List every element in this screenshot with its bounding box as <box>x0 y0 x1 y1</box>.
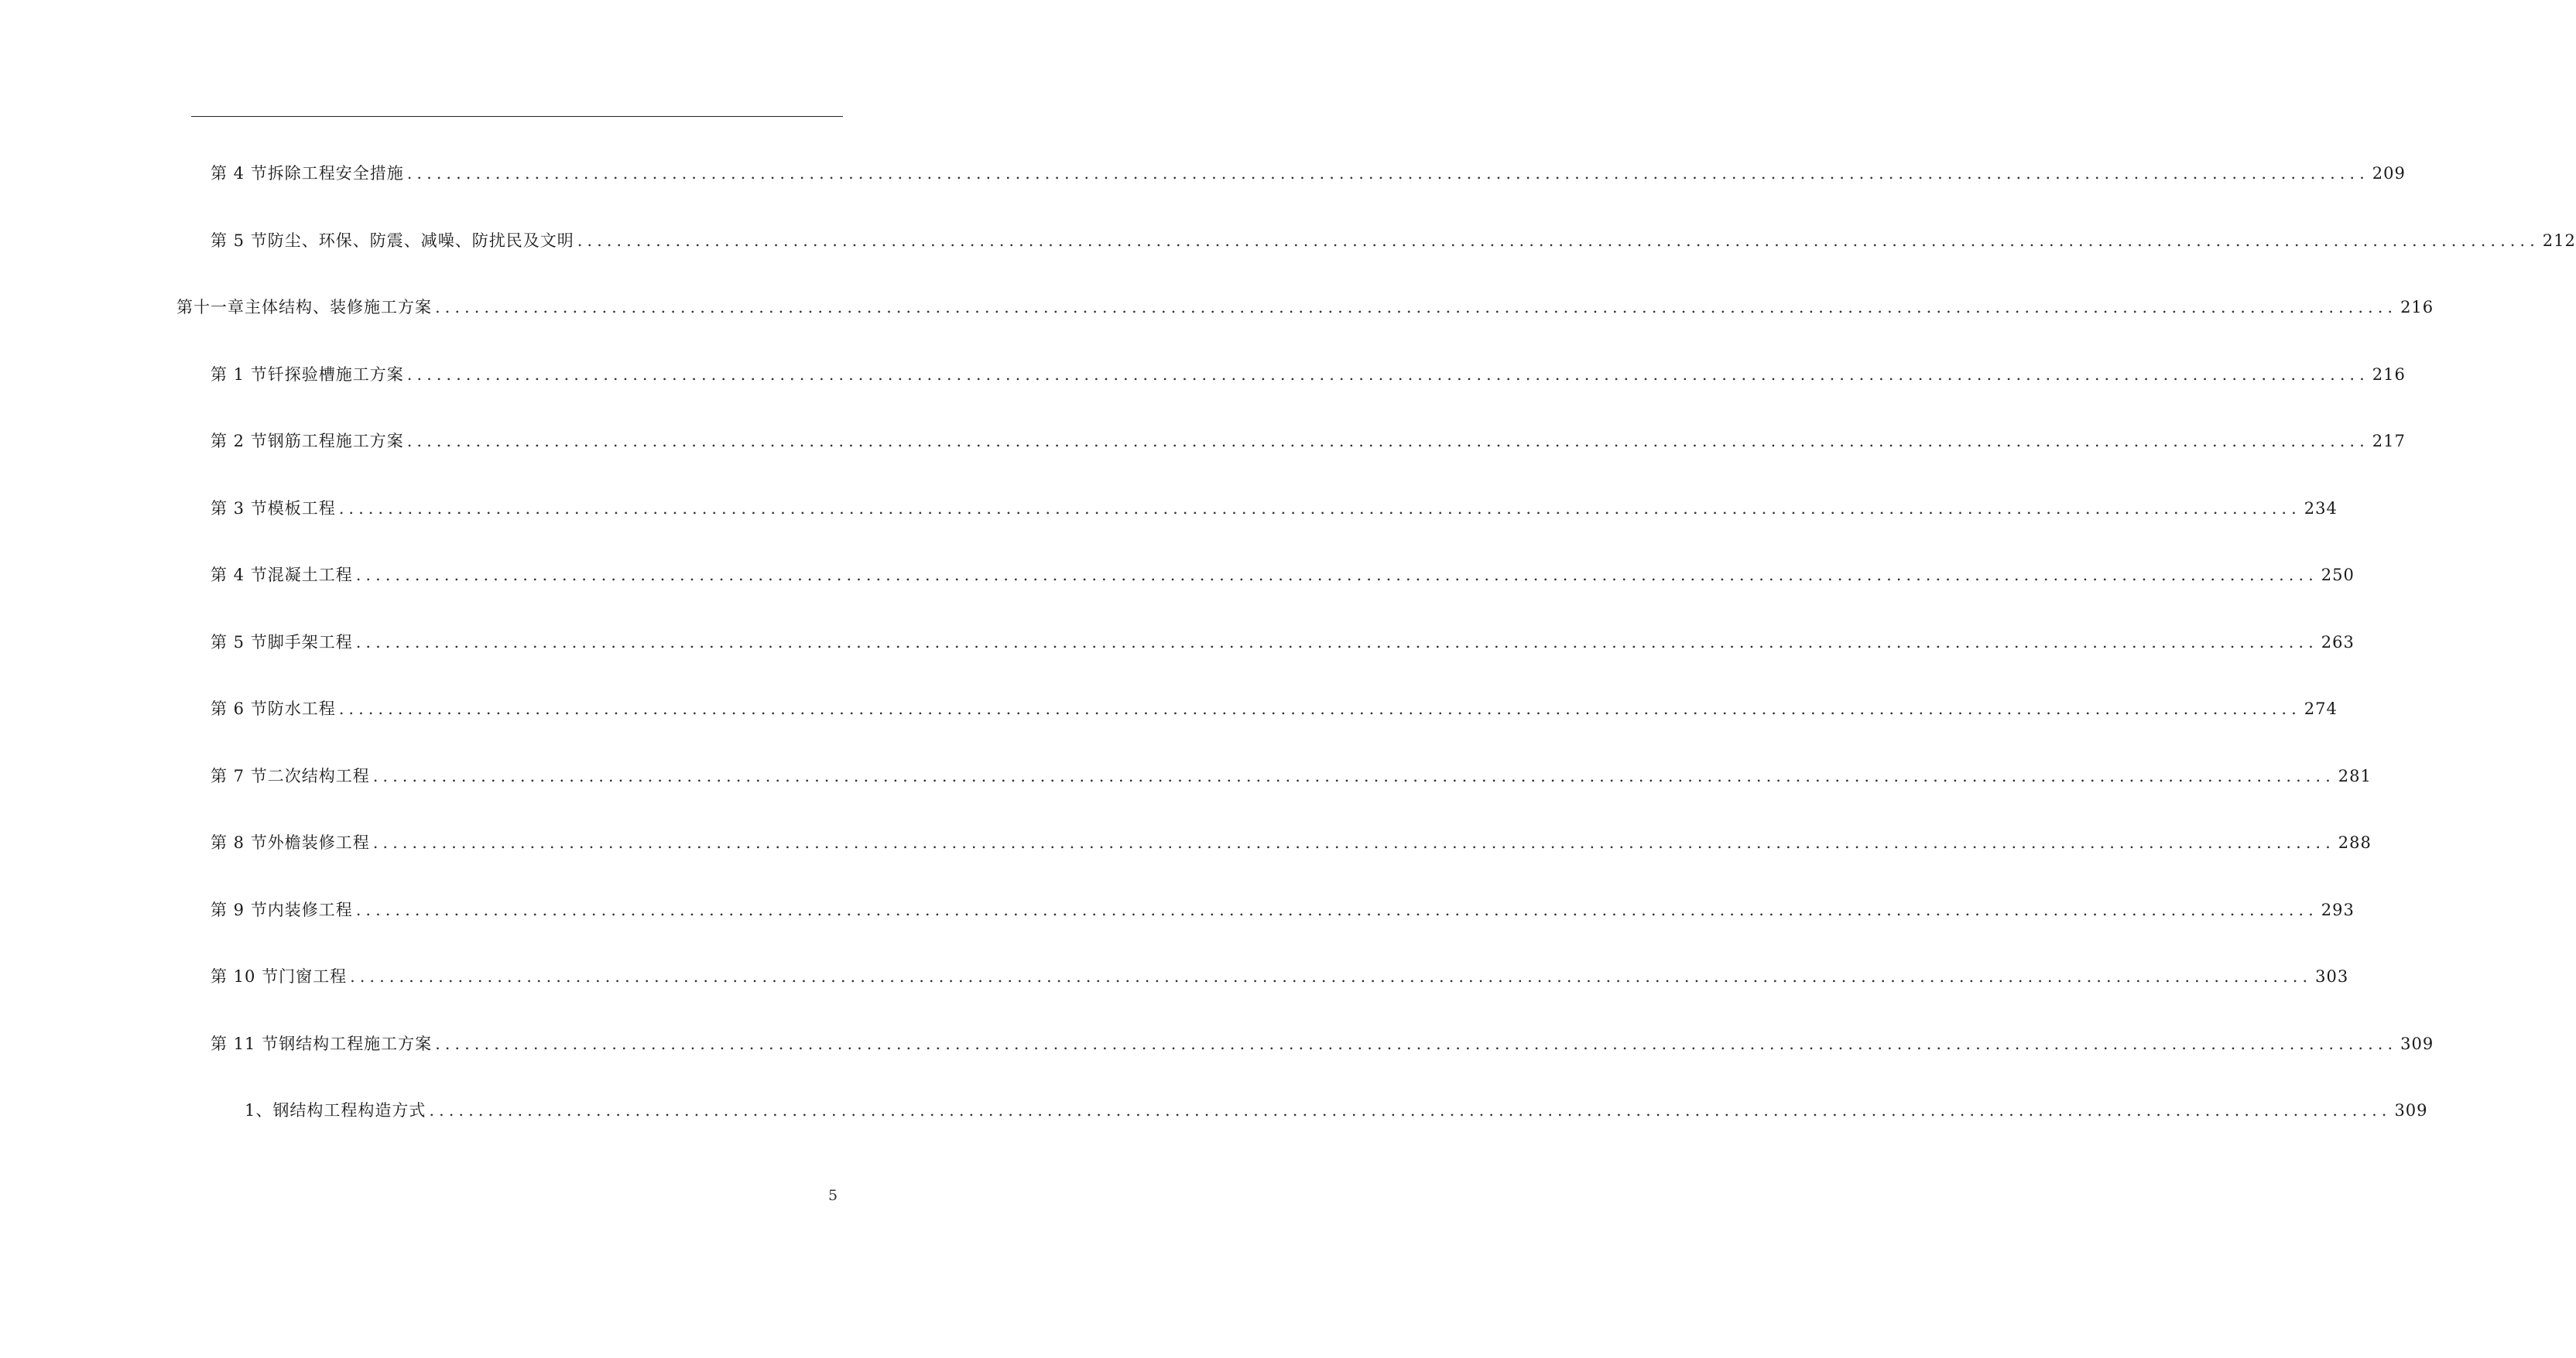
toc-entry-title: 脚手架工程 <box>267 633 353 652</box>
toc-entry-item[interactable] <box>245 1095 2428 1126</box>
dot-leader: ........................................................................................................................................................................................................ <box>338 700 2301 718</box>
toc-entry-title: 内装修工程 <box>267 901 353 919</box>
toc-entry[interactable] <box>211 693 2338 724</box>
dot-leader: ........................................................................................................................................................................................................ <box>406 365 2369 384</box>
toc-entry-page: 209 <box>2372 164 2406 183</box>
toc-entry-number: 第 6 节 <box>211 700 268 718</box>
toc-entry-number: 第 9 节 <box>211 901 268 919</box>
toc-entry-page: 303 <box>2315 967 2349 986</box>
toc-entry[interactable] <box>211 895 2355 925</box>
toc-entry-page: 234 <box>2304 499 2338 518</box>
toc-entry-number: 第 4 节 <box>211 566 268 584</box>
toc-entry-title: 外檐装修工程 <box>267 833 370 852</box>
toc-entry-title: 模板工程 <box>267 499 336 518</box>
toc-entry-page: 293 <box>2321 901 2355 919</box>
toc-entry[interactable] <box>211 1028 2434 1059</box>
dot-leader: ........................................................................................................................................................................................................ <box>355 566 2318 584</box>
toc-entry-page: 274 <box>2304 700 2338 718</box>
toc-entry-number: 第 7 节 <box>211 767 268 785</box>
toc-entry-title: 拆除工程安全措施 <box>267 164 404 183</box>
dot-leader: ........................................................................................................................................................................................................ <box>338 499 2301 518</box>
toc-entry-number: 第 2 节 <box>211 432 268 450</box>
toc-entry-title: 钢结构工程构造方式 <box>272 1101 426 1120</box>
toc-entry-page: 216 <box>2400 298 2434 316</box>
toc-entry-page: 250 <box>2321 566 2355 584</box>
toc-entry[interactable] <box>211 961 2349 992</box>
dot-leader: ........................................................................................................................................................................................................ <box>355 633 2318 652</box>
toc-entry-number: 第 10 节 <box>211 967 279 986</box>
dot-leader: ........................................................................................................................................................................................................ <box>406 432 2369 450</box>
dot-leader: ........................................................................................................................................................................................................ <box>350 967 2313 986</box>
toc-entry-page: 288 <box>2338 833 2372 852</box>
dot-leader: ........................................................................................................................................................................................................ <box>435 1035 2398 1053</box>
toc-entry-page: 217 <box>2372 432 2406 450</box>
toc-entry-title: 钢结构工程施工方案 <box>279 1035 433 1053</box>
toc-entry-title: 钢筋工程施工方案 <box>267 432 404 450</box>
toc-entry-page: 263 <box>2321 633 2355 652</box>
dot-leader: ........................................................................................................................................................................................................ <box>355 901 2318 919</box>
toc-entry-number: 第 5 节 <box>211 231 268 250</box>
toc-entry-number: 第 3 节 <box>211 499 268 518</box>
toc-entry-number: 第 5 节 <box>211 633 268 652</box>
toc-entry-title: 防尘、环保、防震、减噪、防扰民及文明 <box>267 231 574 250</box>
toc-entry[interactable] <box>211 493 2338 524</box>
toc-entry-number: 第 8 节 <box>211 833 268 852</box>
toc-entry-chapter[interactable] <box>176 292 2434 323</box>
toc-entry-title: 混凝土工程 <box>267 566 353 584</box>
toc-entry[interactable] <box>211 426 2406 457</box>
page-number: 5 <box>828 1187 838 1204</box>
dot-leader: ........................................................................................................................................................................................................ <box>435 298 2398 316</box>
toc-entry-page: 212 <box>2542 231 2576 250</box>
toc-entry-title: 二次结构工程 <box>267 767 370 785</box>
dot-leader: ........................................................................................................................................................................................................ <box>372 833 2335 852</box>
toc-entry-number: 第 4 节 <box>211 164 268 183</box>
toc-entry[interactable] <box>211 559 2355 590</box>
dot-leader: ........................................................................................................................................................................................................ <box>429 1101 2392 1120</box>
toc-entry-number: 第十一章 <box>176 298 245 316</box>
toc-entry-number: 第 1 节 <box>211 365 268 384</box>
toc-entry[interactable] <box>211 158 2406 189</box>
toc-entry[interactable] <box>211 627 2355 658</box>
toc-entry-page: 309 <box>2400 1035 2434 1053</box>
toc-entry-number: 第 11 节 <box>211 1035 279 1053</box>
toc-entry-page: 309 <box>2394 1101 2428 1120</box>
toc-entry-title: 主体结构、装修施工方案 <box>245 298 432 316</box>
toc-entry-title: 钎探验槽施工方案 <box>267 365 404 384</box>
dot-leader: ........................................................................................................................................................................................................ <box>372 767 2335 785</box>
toc-entry-page: 216 <box>2372 365 2406 384</box>
toc-entry[interactable] <box>211 761 2372 792</box>
dot-leader: ........................................................................................................................................................................................................ <box>406 164 2369 183</box>
toc-entry-title: 防水工程 <box>267 700 336 718</box>
toc-entry-title: 门窗工程 <box>279 967 348 986</box>
toc-entry[interactable] <box>211 225 2576 256</box>
toc-entry[interactable] <box>211 359 2406 390</box>
toc-entry[interactable] <box>211 827 2372 858</box>
dot-leader: ........................................................................................................................................................................................................ <box>577 231 2540 250</box>
toc-entry-number: 1、 <box>245 1101 273 1120</box>
toc-entry-page: 281 <box>2338 767 2372 785</box>
